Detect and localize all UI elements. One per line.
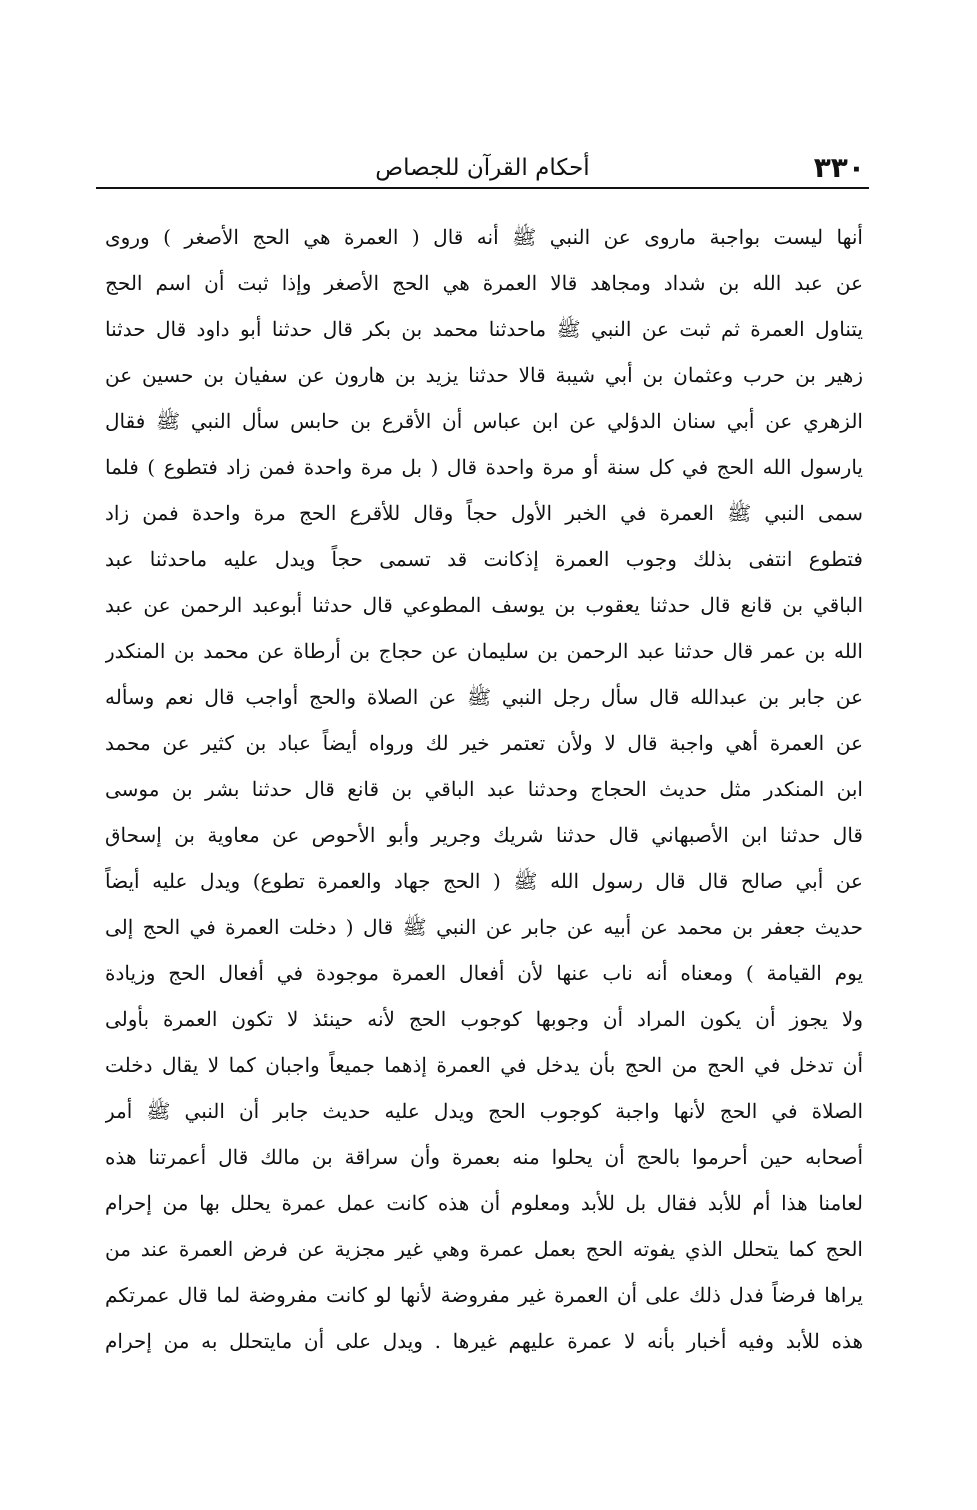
text-line: الباقي بن قانع قال حدثنا يعقوب بن يوسف المطوعي قال حدثنا أبوعبد الرحمن عن عبد: [105, 593, 863, 617]
text-line: عن جابر بن عبدالله قال سأل رجل النبي ﷺ عن الصلاة والحج أواجب قال نعم وسأله: [105, 685, 863, 709]
text-line: زهير بن حرب وعثمان بن أبي شيبة قالا حدثنا يزيد بن هارون عن سفيان بن حسين عن: [105, 363, 863, 387]
text-line: قال حدثنا ابن الأصبهاني قال حدثنا شريك وجرير وأبو الأحوص عن معاوية بن إسحاق: [105, 823, 863, 847]
text-line: أصحابه حين أحرموا بالحج أن يحلوا منه بعمرة وأن سراقة بن مالك قال أعمرتنا هذه: [105, 1145, 863, 1169]
text-line: هذه للأبد وفيه أخبار بأنه لا عمرة عليهم غيرها . ويدل على أن مايتحلل به من إحرام: [105, 1329, 863, 1353]
text-line: الصلاة في الحج لأنها واجبة كوجوب الحج ويدل عليه حديث جابر أن النبي ﷺ أمر: [105, 1099, 863, 1123]
page-header: [100, 150, 865, 186]
header-rule: [96, 187, 869, 189]
text-line: فتطوع انتفى بذلك وجوب العمرة إذكانت قد تسمى حجاً ويدل عليه ماحدثنا عبد: [105, 547, 863, 571]
text-line: عن العمرة أهي واجبة قال لا ولأن تعتمر خير لك ورواه أيضاً عباد بن كثير عن محمد: [105, 731, 863, 755]
text-line: عن أبي صالح قال قال رسول الله ﷺ ( الحج جهاد والعمرة تطوع) ويدل عليه أيضاً: [105, 869, 863, 893]
text-line: يارسول الله الحج في كل سنة أو مرة واحدة قال ( بل مرة واحدة فمن زاد فتطوع ) فلما: [105, 455, 863, 479]
page-number: ٣٣٠: [813, 151, 865, 184]
text-line: يوم القيامة ) ومعناه أنه ناب عنها لأن أفعال العمرة موجودة في أفعال الحج وزيادة: [105, 961, 863, 985]
text-line: عن عبد الله بن شداد ومجاهد قالا العمرة هي الحج الأصغر وإذا ثبت أن اسم الحج: [105, 271, 863, 295]
body-text: [105, 214, 863, 1364]
text-line: ابن المنكدر مثل حديث الحجاج وحدثنا عبد الباقي بن قانع قال حدثنا بشر بن موسى: [105, 777, 863, 801]
text-line: سمى النبي ﷺ العمرة في الخبر الأول حجاً وقال للأقرع الحج مرة واحدة فمن زاد: [105, 501, 863, 525]
text-line: الله بن عمر قال حدثنا عبد الرحمن بن سليمان عن حجاج بن أرطاة عن محمد بن المنكدر: [105, 639, 863, 663]
text-line: الزهري عن أبي سنان الدؤلي عن ابن عباس أن الأقرع بن حابس سأل النبي ﷺ فقال: [105, 409, 863, 433]
text-line: يتناول العمرة ثم ثبت عن النبي ﷺ ماحدثنا محمد بن بكر قال حدثنا أبو داود قال حدثنا: [105, 317, 863, 341]
running-title: أحكام القرآن للجصاص: [375, 155, 590, 181]
text-line: حديث جعفر بن محمد عن أبيه عن جابر عن النبي ﷺ قال ( دخلت العمرة في الحج إلى: [105, 915, 863, 939]
text-line: أن تدخل في الحج من الحج بأن يدخل في العمرة إذهما جميعاً واجبان كما لا يقال دخلت: [105, 1053, 863, 1077]
text-line: ولا يجوز أن يكون المراد أن وجوبها كوجوب الحج لأنه حينئذ لا تكون العمرة بأولى: [105, 1007, 863, 1031]
text-line: يراها فرضاً فدل ذلك على أن العمرة غير مفروضة لأنها لو كانت مفروضة لما قال عمرتكم: [105, 1283, 863, 1307]
text-line: أنها ليست بواجبة ماروى عن النبي ﷺ أنه قال ( العمرة هي الحج الأصغر ) وروى: [105, 225, 863, 249]
text-line: الحج كما يتحلل الذي يفوته الحج بعمل عمرة وهي غير مجزية عن فرض العمرة عند من: [105, 1237, 863, 1261]
text-line: لعامنا هذا أم للأبد فقال بل للأبد ومعلوم أن هذه كانت عمل عمرة يحلل بها من إحرام: [105, 1191, 863, 1215]
